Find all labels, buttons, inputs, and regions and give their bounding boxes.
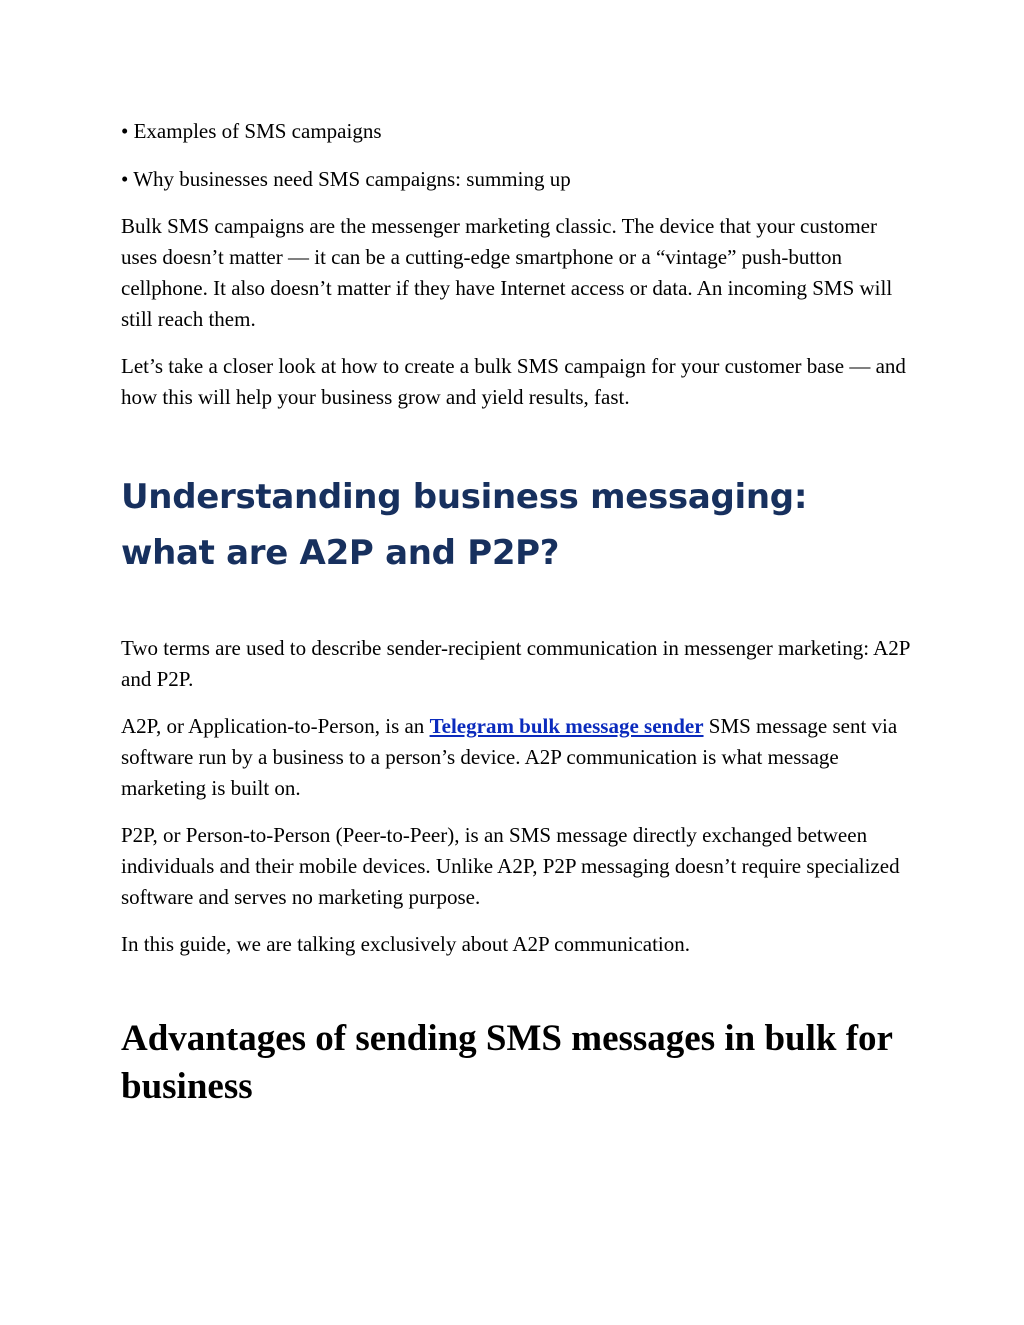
intro-paragraph-1: Bulk SMS campaigns are the messenger marketing classic. The device that your customer uses doesn’t matter — it can be a cutting-edge smartphone or a “vintage” push-button cellphone. It also doesn’t matter if they have Internet access or data. An incoming SMS will still reach them. [121, 214, 893, 331]
telegram-bulk-sender-link[interactable]: Telegram bulk message sender [429, 714, 704, 738]
intro-paragraph-2: Let’s take a closer look at how to create a bulk SMS campaign for your customer base — and how this will help your business grow and yield results, fast. [121, 354, 906, 409]
section-heading-advantages: Advantages of sending SMS messages in bulk for business [121, 1018, 893, 1107]
section1-paragraph-4: In this guide, we are talking exclusively about A2P communication. [121, 932, 691, 956]
bullet-examples: • Examples of SMS campaigns [121, 119, 382, 143]
section1-p2-text-before: A2P, or Application-to-Person, is an [121, 714, 430, 738]
section1-paragraph-3: P2P, or Person-to-Person (Peer-to-Peer), is an SMS message directly exchanged between individuals and their mobile devices. Unlike A2P, P2P messaging doesn’t require specialized software and serves no marketing purpose. [121, 823, 900, 909]
document-body [121, 116, 911, 1111]
section1-p2-text-after: SMS message sent via software run by a business to a person’s device. A2P communication is what message marketing is built on. [121, 714, 898, 800]
section-heading-a2p-p2p: Understanding business messaging: what are A2P and P2P? [121, 477, 808, 573]
bullet-why-businesses: • Why businesses need SMS campaigns: summing up [121, 167, 571, 191]
section1-paragraph-1: Two terms are used to describe sender-recipient communication in messenger marketing: A2P and P2P. [121, 636, 910, 691]
section1-paragraph-2 [121, 711, 911, 804]
